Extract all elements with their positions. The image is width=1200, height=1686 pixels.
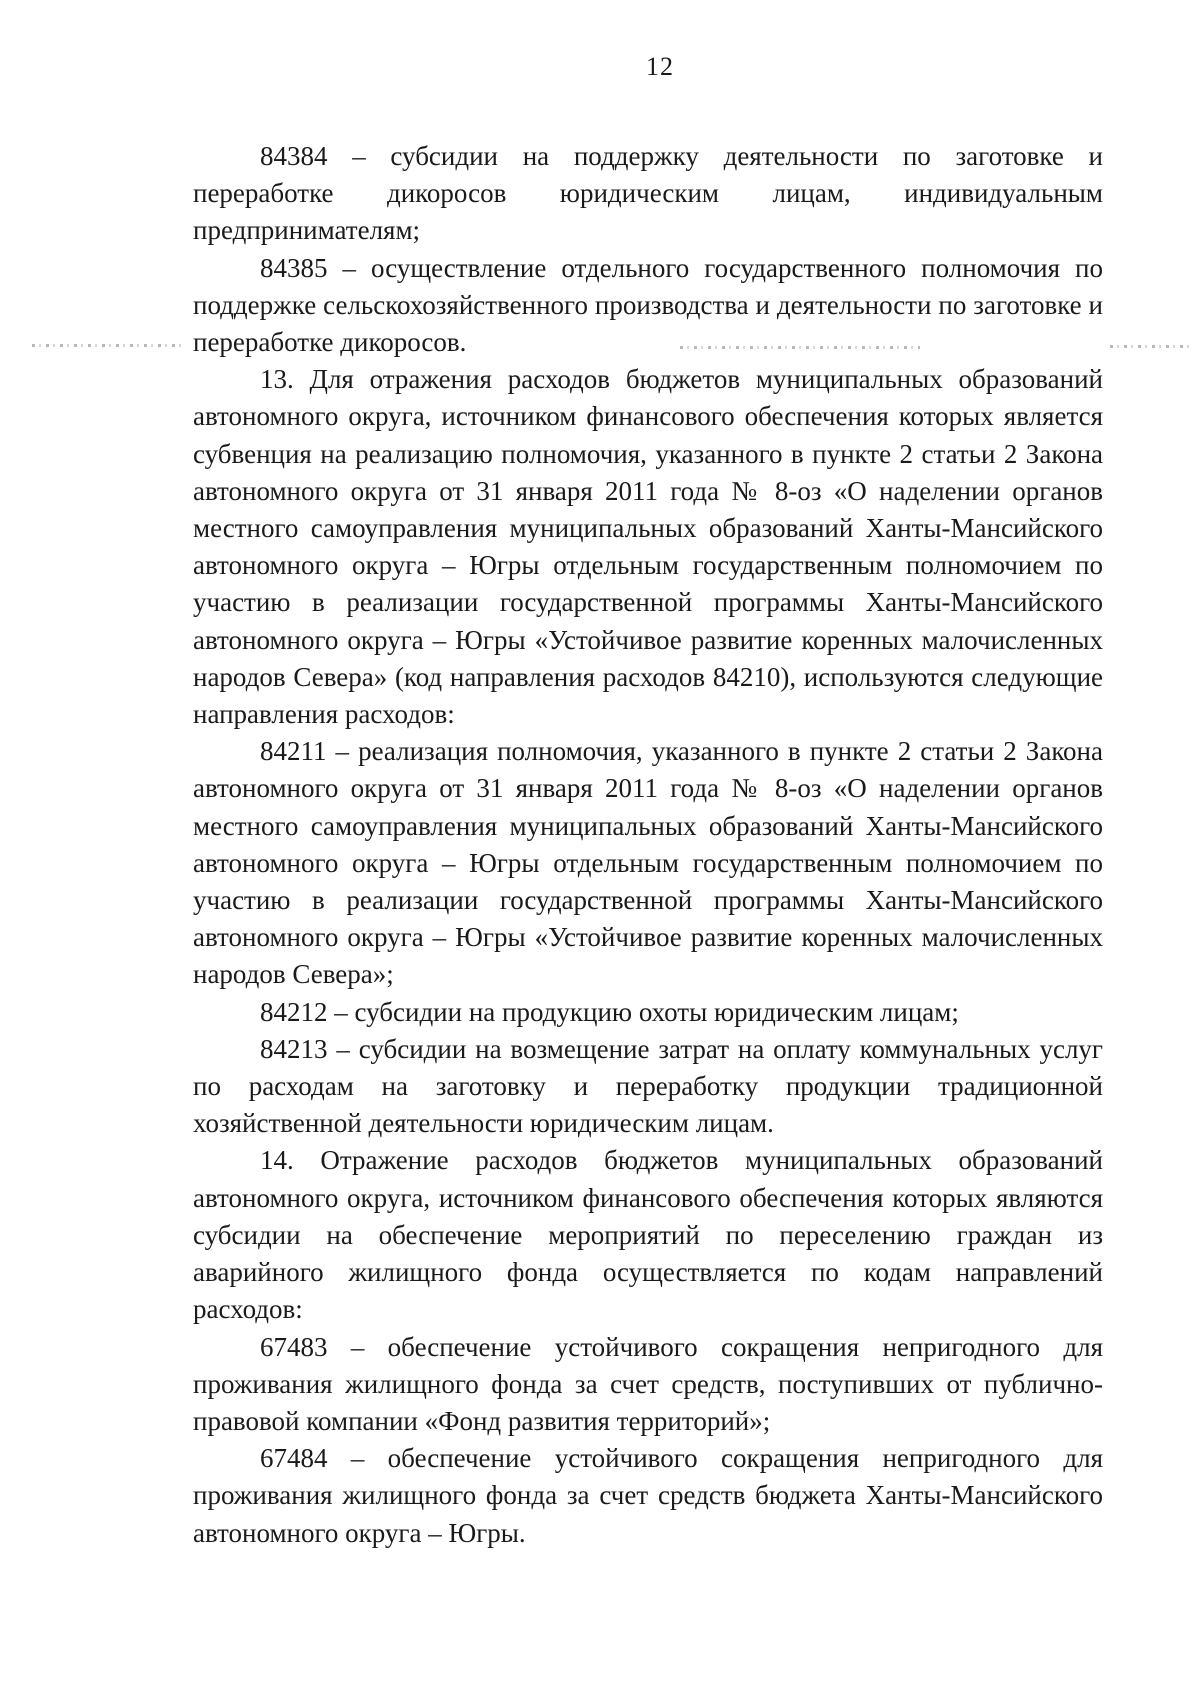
paragraph-67483: 67483 – обеспечение устойчивого сокращения непригодного для проживания жилищного фонда за счет средств, поступивших от публично-правовой компании «Фонд развития территорий»;: [193, 1331, 1103, 1436]
paragraph-67484: 67484 – обеспечение устойчивого сокращения непригодного для проживания жилищного фонда за счет средств бюджета Ханты-Мансийского автономного округа – Югры.: [193, 1443, 1103, 1548]
document-body: [193, 138, 1103, 1552]
paragraph-84384: 84384 – субсидии на поддержку деятельности по заготовке и переработке дикоросов юридическим лицам, индивидуальным предпринимателям;: [193, 141, 1103, 246]
paragraph-84213: 84213 – субсидии на возмещение затрат на оплату коммунальных услуг по расходам на заготовку и переработку продукции традиционной хозяйственной деятельности юридическим лицам.: [193, 1033, 1103, 1139]
paragraph-item-13: 13. Для отражения расходов бюджетов муниципальных образований автономного округа, источником финансового обеспечения которых является субвенция на реализацию полномочия, указанного в пункте 2 статьи 2 Закона автономного округа от 31 января 2011 года № 8-оз «О наделении органов местного самоуправления муниципальных образований Ханты-Мансийского автономного округа – Югры отдельным государственным полномочием по участию в реализации государственной программы Ханты-Мансийского автономного округа – Югры «Устойчивое развитие коренных малочисленных народов Севера» (код направления расходов 84210), используются следующие направления расходов:: [193, 364, 1103, 730]
paragraph-84385: 84385 – осуществление отдельного государственного полномочия по поддержке сельскохозяйственного производства и деятельности по заготовке и переработке дикоросов.: [193, 252, 1103, 358]
scan-artifact-left: [32, 344, 182, 347]
paragraph-84212: 84212 – субсидии на продукцию охоты юридическим лицам;: [260, 996, 959, 1027]
page-number: 12: [646, 52, 674, 81]
paragraph-item-14: 14. Отражение расходов бюджетов муниципальных образований автономного округа, источником финансового обеспечения которых являются субсидии на обеспечение мероприятий по переселению граждан из аварийного жилищного фонда осуществляется по кодам направлений расходов:: [193, 1145, 1103, 1325]
paragraph-84211: 84211 – реализация полномочия, указанного в пункте 2 статьи 2 Закона автономного округа от 31 января 2011 года № 8-оз «О наделении органов местного самоуправления муниципальных образований Ханты-Мансийского автономного округа – Югры отдельным государственным полномочием по участию в реализации государственной программы Ханты-Мансийского автономного округа – Югры «Устойчивое развитие коренных малочисленных народов Севера»;: [193, 736, 1103, 990]
scan-artifact-right: [1110, 345, 1190, 348]
